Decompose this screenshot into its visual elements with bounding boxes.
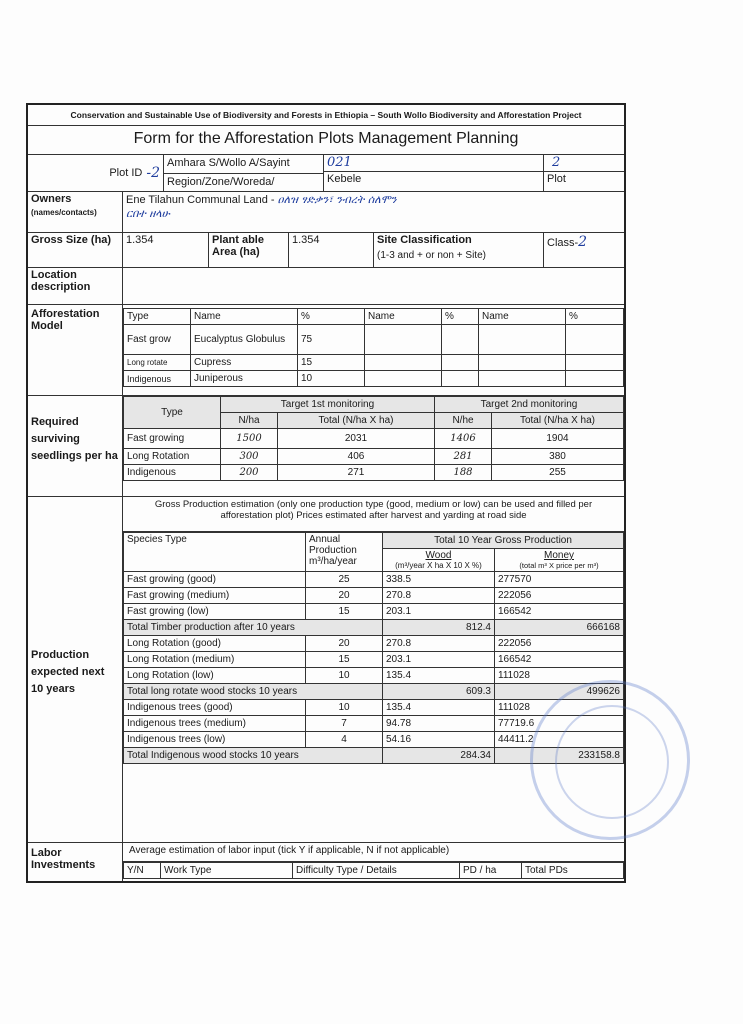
seedlings-row-n1: 200 bbox=[221, 465, 278, 481]
production-row-name: Fast growing (good) bbox=[124, 572, 306, 588]
production-total-money: 666168 bbox=[495, 620, 624, 636]
region-value: Amhara S/Wollo A/Sayint bbox=[164, 155, 323, 174]
model-empty bbox=[442, 325, 479, 355]
money-header-cell bbox=[495, 549, 624, 572]
plot-number-cell bbox=[544, 155, 624, 191]
site-classification-label: Site Classification bbox=[377, 234, 472, 246]
plot-id-cell bbox=[28, 155, 164, 191]
production-row-wood: 270.8 bbox=[383, 636, 495, 652]
production-row-money: 222056 bbox=[495, 588, 624, 604]
afforestation-model-table bbox=[123, 308, 624, 387]
seedlings-row-n2: 188 bbox=[435, 465, 492, 481]
production-row-money: 277570 bbox=[495, 572, 624, 588]
model-row-name: Eucalyptus Globulus bbox=[191, 325, 298, 355]
plantable-area-value: 1.354 bbox=[289, 233, 374, 267]
model-row-name: Juniperous bbox=[191, 371, 298, 387]
owners-handwritten-1: ዐለዝ ፃድቃን፣ ንብረት ሰለሞን bbox=[277, 193, 397, 206]
location-value bbox=[123, 268, 624, 304]
production-row-money: 166542 bbox=[495, 652, 624, 668]
production-row-money: 166542 bbox=[495, 604, 624, 620]
kebele-label: Kebele bbox=[327, 173, 362, 185]
labor-header-total-pds: Total PDs bbox=[522, 863, 624, 879]
wood-header: Wood bbox=[425, 550, 452, 561]
labor-table bbox=[123, 862, 624, 879]
model-row-pct: 15 bbox=[298, 355, 365, 371]
gross-size-label: Gross Size (ha) bbox=[28, 233, 123, 267]
seedlings-row-t1: 406 bbox=[278, 449, 435, 465]
owners-value: Ene Tilahun Communal Land - bbox=[126, 194, 275, 206]
seedlings-row-type: Long Rotation bbox=[124, 449, 221, 465]
seedlings-nha-header: N/ha bbox=[221, 413, 278, 429]
production-row-money: 111028 bbox=[495, 700, 624, 716]
project-name: Conservation and Sustainable Use of Biodiversity and Forests in Ethiopia – South Wollo Biodiversity and Afforestation Project bbox=[70, 110, 582, 120]
model-empty bbox=[365, 325, 442, 355]
site-classification-sub: (1-3 and + or non + Site) bbox=[377, 250, 486, 261]
class-label: Class- bbox=[547, 237, 579, 249]
labor-header-difficulty: Difficulty Type / Details bbox=[293, 863, 460, 879]
production-total-wood: 609.3 bbox=[383, 684, 495, 700]
plot-id-label: Plot ID bbox=[109, 167, 143, 179]
model-empty bbox=[479, 325, 566, 355]
model-header-pct-2: % bbox=[442, 309, 479, 325]
seedlings-type-header: Type bbox=[124, 397, 221, 429]
production-row-wood: 338.5 bbox=[383, 572, 495, 588]
production-row-wood: 94.78 bbox=[383, 716, 495, 732]
model-row-type: Long rotate bbox=[124, 355, 191, 371]
production-row-wood: 54.16 bbox=[383, 732, 495, 748]
seedlings-row-n2: 281 bbox=[435, 449, 492, 465]
model-header-name-1: Name bbox=[191, 309, 298, 325]
model-header-name-2: Name bbox=[365, 309, 442, 325]
seedlings-row-n2: 1406 bbox=[435, 429, 492, 449]
production-row-wood: 203.1 bbox=[383, 604, 495, 620]
wood-header-cell bbox=[383, 549, 495, 572]
seedlings-total2-header: Total (N/ha X ha) bbox=[492, 413, 624, 429]
site-classification-cell bbox=[374, 233, 544, 267]
owners-handwritten-2: ርበተ ዘላሁ bbox=[126, 207, 170, 220]
species-type-header: Species Type bbox=[124, 533, 306, 572]
form-title-row bbox=[28, 126, 624, 155]
production-row-annual: 7 bbox=[306, 716, 383, 732]
production-row-name: Fast growing (low) bbox=[124, 604, 306, 620]
production-total-label: Total Indigenous wood stocks 10 years bbox=[124, 748, 383, 764]
afforestation-model-label: Afforestation Model bbox=[28, 305, 123, 395]
owners-label-cell bbox=[28, 192, 123, 232]
production-row-name: Long Rotation (low) bbox=[124, 668, 306, 684]
model-empty bbox=[479, 371, 566, 387]
production-row-name: Indigenous trees (good) bbox=[124, 700, 306, 716]
model-row-type: Indigenous bbox=[124, 371, 191, 387]
seedlings-row-type: Fast growing bbox=[124, 429, 221, 449]
production-row-wood: 135.4 bbox=[383, 668, 495, 684]
production-row-name: Fast growing (medium) bbox=[124, 588, 306, 604]
annual-production-header: Annual Production m³/ha/year bbox=[306, 533, 383, 572]
production-total-money: 499626 bbox=[495, 684, 624, 700]
labor-intro: Average estimation of labor input (tick Y if applicable, N if not applicable) bbox=[123, 843, 624, 862]
seedlings-label: Required surviving seedlings per ha bbox=[28, 396, 123, 496]
seedlings-table bbox=[123, 396, 624, 481]
production-label: Production expected next 10 years bbox=[28, 497, 123, 842]
official-stamp bbox=[530, 680, 690, 840]
production-row-wood: 203.1 bbox=[383, 652, 495, 668]
production-total-label: Total long rotate wood stocks 10 years bbox=[124, 684, 383, 700]
seedlings-total1-header: Total (N/ha X ha) bbox=[278, 413, 435, 429]
production-total-wood: 284.34 bbox=[383, 748, 495, 764]
seedlings-table-cell bbox=[123, 396, 624, 496]
seedlings-row bbox=[28, 396, 624, 497]
model-empty bbox=[479, 355, 566, 371]
model-row-type: Fast grow bbox=[124, 325, 191, 355]
owners-label: Owners bbox=[31, 193, 72, 205]
model-header-name-3: Name bbox=[479, 309, 566, 325]
production-row-money: 77719.6 bbox=[495, 716, 624, 732]
plantable-area-label: Plant able Area (ha) bbox=[209, 233, 289, 267]
owners-sublabel: (names/contacts) bbox=[31, 208, 97, 217]
location-label: Location description bbox=[28, 268, 123, 304]
production-row-money: 44411.2 bbox=[495, 732, 624, 748]
seedlings-target2-header: Target 2nd monitoring bbox=[435, 397, 624, 413]
plot-number-label: Plot bbox=[547, 173, 566, 185]
region-cell bbox=[164, 155, 324, 191]
region-label: Region/Zone/Woreda/ bbox=[167, 176, 275, 188]
afforestation-model-row bbox=[28, 305, 624, 396]
labor-header-work-type: Work Type bbox=[161, 863, 293, 879]
production-total-money: 233158.8 bbox=[495, 748, 624, 764]
owners-row bbox=[28, 192, 624, 233]
production-row-annual: 15 bbox=[306, 652, 383, 668]
owners-value-cell bbox=[123, 192, 624, 232]
gross-size-row bbox=[28, 233, 624, 268]
seedlings-row-n1: 1500 bbox=[221, 429, 278, 449]
model-empty bbox=[566, 355, 624, 371]
class-value: 2 bbox=[578, 234, 588, 250]
money-formula: (total m³ X price per m³) bbox=[519, 561, 599, 570]
labor-table-cell bbox=[123, 843, 624, 881]
location-row bbox=[28, 268, 624, 305]
total-production-header: Total 10 Year Gross Production bbox=[383, 533, 624, 549]
plot-id-value: -2 bbox=[146, 165, 160, 181]
model-row-pct: 75 bbox=[298, 325, 365, 355]
kebele-value: 021 bbox=[324, 155, 543, 172]
seedlings-row-t2: 255 bbox=[492, 465, 624, 481]
model-empty bbox=[566, 325, 624, 355]
production-row bbox=[28, 497, 624, 843]
seedlings-row-t2: 1904 bbox=[492, 429, 624, 449]
seedlings-row-n1: 300 bbox=[221, 449, 278, 465]
seedlings-row-t1: 271 bbox=[278, 465, 435, 481]
production-total-wood: 812.4 bbox=[383, 620, 495, 636]
production-row-annual: 20 bbox=[306, 636, 383, 652]
model-empty bbox=[365, 355, 442, 371]
production-row-annual: 10 bbox=[306, 700, 383, 716]
wood-formula: (m³/year X ha X 10 X %) bbox=[395, 561, 482, 570]
seedlings-nhe-header: N/he bbox=[435, 413, 492, 429]
production-row-wood: 135.4 bbox=[383, 700, 495, 716]
production-row-name: Long Rotation (good) bbox=[124, 636, 306, 652]
plot-id-row bbox=[28, 155, 624, 192]
production-row-name: Indigenous trees (medium) bbox=[124, 716, 306, 732]
class-cell bbox=[544, 233, 624, 267]
model-empty bbox=[442, 371, 479, 387]
labor-header-pd-ha: PD / ha bbox=[460, 863, 522, 879]
gross-size-value: 1.354 bbox=[123, 233, 209, 267]
seedlings-row-t2: 380 bbox=[492, 449, 624, 465]
model-header-pct-1: % bbox=[298, 309, 365, 325]
production-row-annual: 10 bbox=[306, 668, 383, 684]
labor-label: Labor Investments bbox=[28, 843, 123, 881]
model-header-pct-3: % bbox=[566, 309, 624, 325]
model-empty bbox=[442, 355, 479, 371]
labor-row bbox=[28, 843, 624, 881]
form-title: Form for the Afforestation Plots Management Planning bbox=[133, 130, 519, 147]
production-row-name: Indigenous trees (low) bbox=[124, 732, 306, 748]
model-row-name: Cupress bbox=[191, 355, 298, 371]
labor-header-yn: Y/N bbox=[124, 863, 161, 879]
production-row-name: Long Rotation (medium) bbox=[124, 652, 306, 668]
project-header bbox=[28, 105, 624, 126]
afforestation-model-table-cell bbox=[123, 305, 624, 395]
production-row-money: 111028 bbox=[495, 668, 624, 684]
production-row-annual: 20 bbox=[306, 588, 383, 604]
plot-number-value: 2 bbox=[544, 155, 624, 172]
model-empty bbox=[365, 371, 442, 387]
production-row-annual: 25 bbox=[306, 572, 383, 588]
seedlings-row-t1: 2031 bbox=[278, 429, 435, 449]
production-total-label: Total Timber production after 10 years bbox=[124, 620, 383, 636]
kebele-cell bbox=[324, 155, 544, 191]
production-intro: Gross Production estimation (only one production type (good, medium or low) can be used and filled per afforestation plot) Prices estimated after harvest and yarding at road side bbox=[123, 497, 624, 532]
model-header-type: Type bbox=[124, 309, 191, 325]
seedlings-target1-header: Target 1st monitoring bbox=[221, 397, 435, 413]
production-row-annual: 4 bbox=[306, 732, 383, 748]
production-row-annual: 15 bbox=[306, 604, 383, 620]
production-row-money: 222056 bbox=[495, 636, 624, 652]
money-header: Money bbox=[543, 550, 574, 561]
seedlings-row-type: Indigenous bbox=[124, 465, 221, 481]
model-empty bbox=[566, 371, 624, 387]
production-row-wood: 270.8 bbox=[383, 588, 495, 604]
model-row-pct: 10 bbox=[298, 371, 365, 387]
